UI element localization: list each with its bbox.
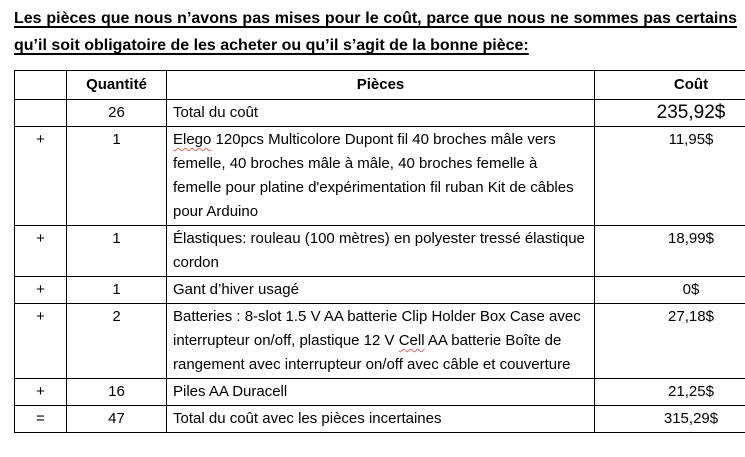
- title-line-2: qu’il soit obligatoire de les acheter ou qu’il s’agit de la bonne pièce:: [14, 37, 529, 54]
- piece-cell: Batteries : 8-slot 1.5 V AA batterie Clip Holder Box Case avec interrupteur on/off, plastique 12 V Cell AA batterie Boîte de rangement avec interrupteur on/off avec câble et couverture: [167, 304, 595, 379]
- operator-cell: =: [15, 406, 67, 433]
- quantity-cell: 1: [67, 277, 167, 304]
- header-row: [15, 71, 745, 100]
- operator-cell: +: [15, 127, 67, 226]
- table-row: [15, 304, 745, 379]
- operator-cell: +: [15, 379, 67, 406]
- piece-cell: Elego 120pcs Multicolore Dupont fil 40 broches mâle vers femelle, 40 broches mâle à mâle, 40 broches femelle à femelle pour platine d'expérimentation fil ruban Kit de câbles pour Arduino: [167, 127, 595, 226]
- quantity-cell: 1: [67, 226, 167, 277]
- table-row: [15, 379, 745, 406]
- operator-cell: +: [15, 226, 67, 277]
- header-operator: [15, 71, 67, 100]
- cost-cell: 21,25$: [595, 379, 745, 406]
- cost-cell: 315,29$: [595, 406, 745, 433]
- quantity-cell: 2: [67, 304, 167, 379]
- misspelled-word: Elego: [173, 131, 212, 148]
- header-quantity: Quantité: [67, 71, 167, 100]
- piece-cell: Total du coût: [167, 100, 595, 127]
- quantity-cell: 47: [67, 406, 167, 433]
- cost-cell: 0$: [595, 277, 745, 304]
- table-row: [15, 127, 745, 226]
- cost-cell: 27,18$: [595, 304, 745, 379]
- operator-cell: +: [15, 304, 67, 379]
- piece-cell: Élastiques: rouleau (100 mètres) en polyester tressé élastique cordon: [167, 226, 595, 277]
- operator-cell: [15, 100, 67, 127]
- table-row: [15, 277, 745, 304]
- piece-cell: Total du coût avec les pièces incertaines: [167, 406, 595, 433]
- table-row: [15, 100, 745, 127]
- table-row: [15, 406, 745, 433]
- cost-cell: 11,95$: [595, 127, 745, 226]
- cost-cell: 235,92$: [595, 100, 745, 127]
- cost-cell: 18,99$: [595, 226, 745, 277]
- title-line-1: Les pièces que nous n’avons pas mises pour le coût, parce que nous ne sommes pas certains: [14, 10, 737, 27]
- operator-cell: +: [15, 277, 67, 304]
- header-pieces: Pièces: [167, 71, 595, 100]
- table-row: [15, 226, 745, 277]
- header-cost: Coût: [595, 71, 745, 100]
- piece-cell: Piles AA Duracell: [167, 379, 595, 406]
- document-title: [14, 5, 737, 59]
- piece-cell: Gant d’hiver usagé: [167, 277, 595, 304]
- quantity-cell: 16: [67, 379, 167, 406]
- cost-table: [14, 70, 745, 433]
- quantity-cell: 1: [67, 127, 167, 226]
- misspelled-word: Cell: [398, 332, 425, 349]
- quantity-cell: 26: [67, 100, 167, 127]
